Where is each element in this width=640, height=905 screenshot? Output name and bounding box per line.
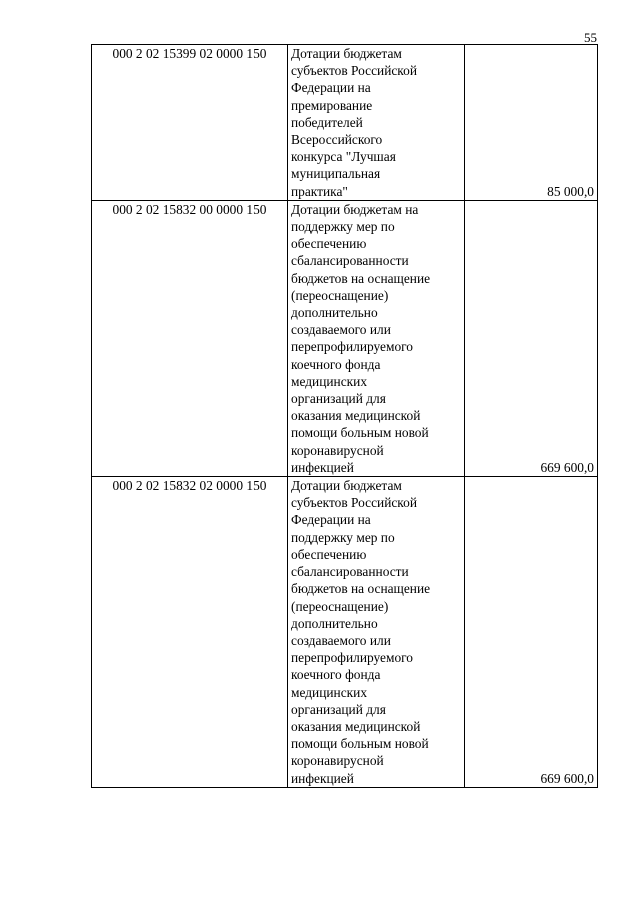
description-line: перепрофилируемого xyxy=(291,650,413,666)
table-row xyxy=(92,477,598,788)
description-line: помощи больным новой xyxy=(291,425,429,441)
budget-code-cell: 000 2 02 15832 02 0000 150 xyxy=(92,477,288,788)
description-line: Дотации бюджетам на xyxy=(291,201,419,217)
description-line: победителей xyxy=(291,114,363,130)
budget-table xyxy=(91,44,598,788)
description-line: коечного фонда xyxy=(291,667,381,683)
description-line: коечного фонда xyxy=(291,356,381,372)
description-cell xyxy=(288,200,465,476)
description-line: сбалансированности xyxy=(291,253,409,269)
description-line: поддержку мер по xyxy=(291,529,395,545)
description-line: оказания медицинской xyxy=(291,408,421,424)
description-line: сбалансированности xyxy=(291,564,409,580)
description-line: бюджетов на оснащение xyxy=(291,581,431,597)
description-line: практика" xyxy=(291,183,348,199)
description-line: создаваемого или xyxy=(291,322,391,338)
description-cell xyxy=(288,477,465,788)
description-line: (переоснащение) xyxy=(291,287,389,303)
description-line: конкурса "Лучшая xyxy=(291,149,396,165)
description-line: поддержку мер по xyxy=(291,219,395,235)
description-line: премирование xyxy=(291,97,373,113)
amount-cell: 85 000,0 xyxy=(465,45,598,201)
budget-code-cell: 000 2 02 15832 00 0000 150 xyxy=(92,200,288,476)
table-row xyxy=(92,45,598,201)
description-line: Дотации бюджетам xyxy=(291,478,402,494)
amount-cell: 669 600,0 xyxy=(465,477,598,788)
description-line: Федерации на xyxy=(291,80,371,96)
description-line: Всероссийского xyxy=(291,132,383,148)
description-line: коронавирусной xyxy=(291,753,384,769)
description-line: дополнительно xyxy=(291,305,378,321)
description-line: дополнительно xyxy=(291,615,378,631)
table-row xyxy=(92,200,598,476)
description-line: обеспечению xyxy=(291,236,367,252)
description-line: медицинских xyxy=(291,684,368,700)
description-line: бюджетов на оснащение xyxy=(291,270,431,286)
description-line: инфекцией xyxy=(291,770,354,786)
description-line: создаваемого или xyxy=(291,632,391,648)
amount-cell: 669 600,0 xyxy=(465,200,598,476)
description-line: оказания медицинской xyxy=(291,718,421,734)
description-line: (переоснащение) xyxy=(291,598,389,614)
description-line: субъектов Российской xyxy=(291,495,417,511)
budget-code-cell: 000 2 02 15399 02 0000 150 xyxy=(92,45,288,201)
description-line: медицинских xyxy=(291,373,368,389)
page-number: 55 xyxy=(584,30,597,45)
description-line: Федерации на xyxy=(291,512,371,528)
description-line: перепрофилируемого xyxy=(291,339,413,355)
description-line: Дотации бюджетам xyxy=(291,46,402,61)
description-line: субъектов Российской xyxy=(291,63,417,79)
description-cell xyxy=(288,45,465,201)
description-line: организаций для xyxy=(291,391,386,407)
table-body xyxy=(92,45,598,788)
description-line: помощи больным новой xyxy=(291,736,429,752)
description-line: муниципальная xyxy=(291,166,381,182)
description-line: инфекцией xyxy=(291,459,354,475)
description-line: организаций для xyxy=(291,701,386,717)
description-line: обеспечению xyxy=(291,546,367,562)
description-line: коронавирусной xyxy=(291,442,384,458)
